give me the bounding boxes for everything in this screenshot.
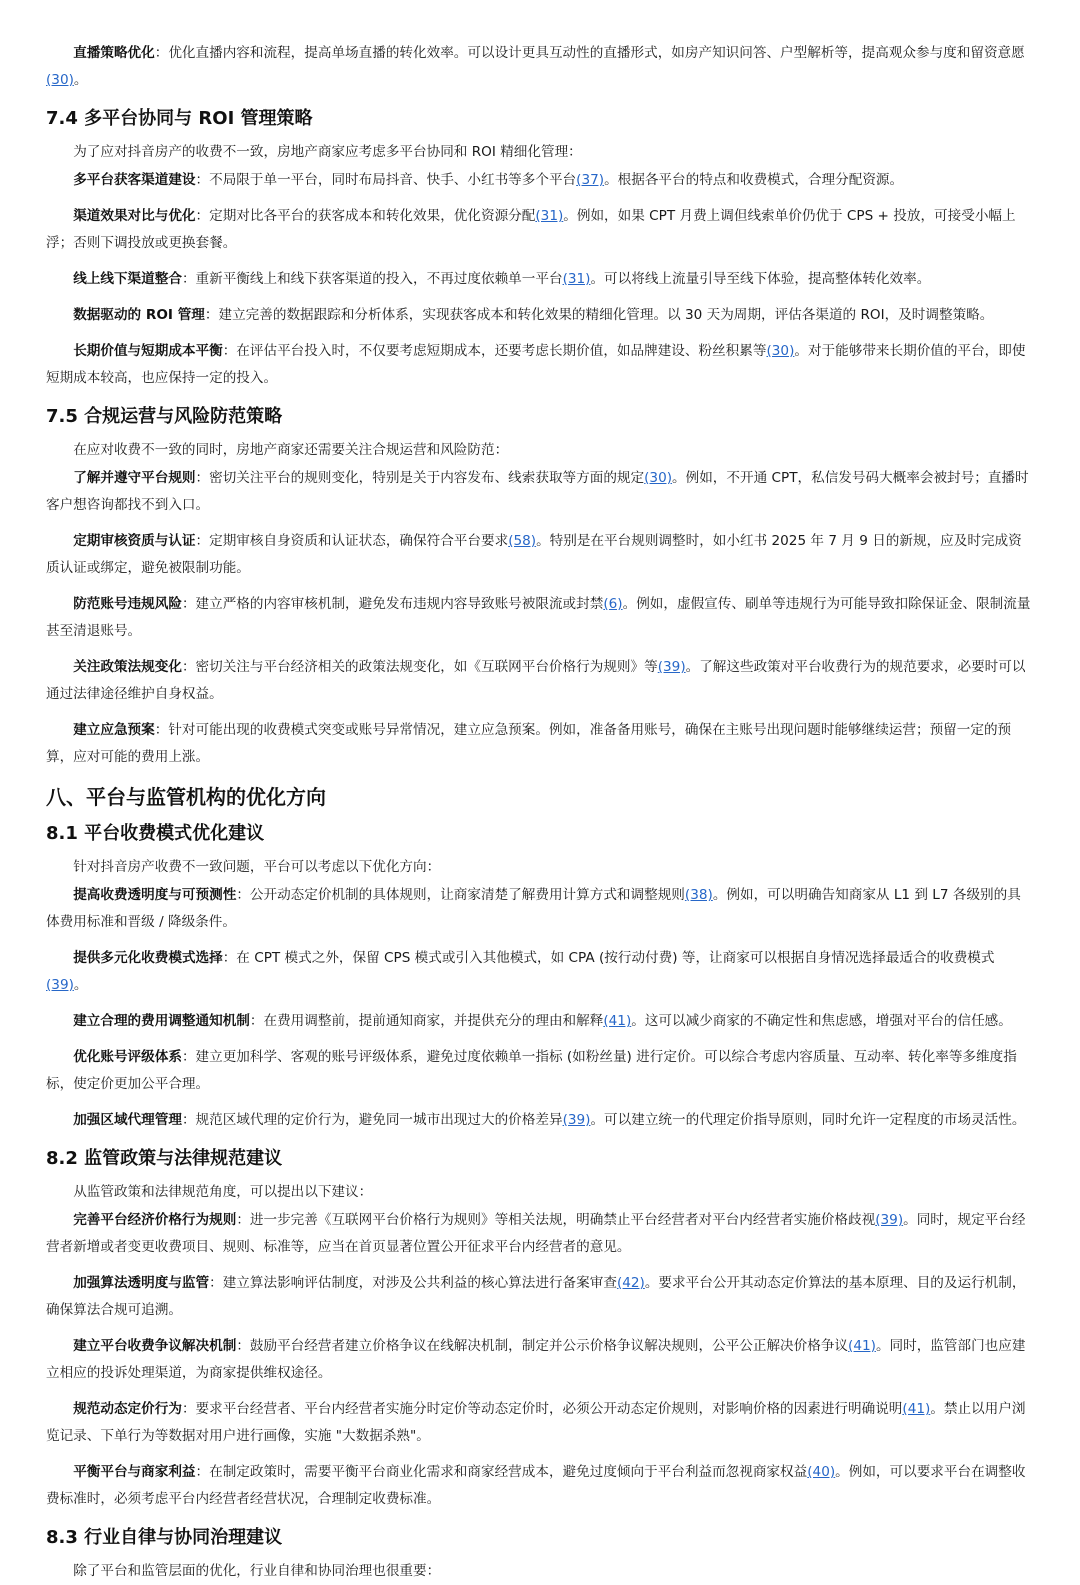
paragraph-notice-mechanism — [46, 1008, 1034, 1035]
paragraph-text: ：定期对比各平台的获客成本和转化效果，优化资源分配 — [195, 208, 536, 224]
paragraph-multi-platform — [46, 167, 1034, 194]
citation-link[interactable]: (39) — [562, 1112, 591, 1128]
paragraph-price-rules — [46, 1207, 1034, 1261]
paragraph-lead: 提高收费透明度与可预测性 — [73, 887, 237, 903]
citation-link[interactable]: (6) — [603, 596, 623, 612]
paragraph-intro — [46, 854, 1034, 881]
paragraph-tail: 。 — [73, 72, 88, 88]
paragraph-lead: 线上线下渠道整合 — [73, 271, 182, 287]
paragraph-text: ：公开动态定价机制的具体规则，让商家清楚了解费用计算方式和调整规则 — [236, 887, 685, 903]
section-heading-8-1: 8.1 平台收费模式优化建议 — [46, 823, 265, 844]
paragraph-text: ：进一步完善《互联网平台价格行为规则》等相关法规，明确禁止平台经营者对平台内经营者实施价格歧视 — [236, 1212, 876, 1228]
paragraph-text: ：建立完善的数据跟踪和分析体系，实现获客成本和转化效果的精细化管理。以 30 天为周期，评估各渠道的 ROI，及时调整策略。 — [204, 307, 994, 323]
paragraph-livestream-strategy — [46, 40, 1034, 94]
paragraph-lead: 长期价值与短期成本平衡 — [73, 343, 223, 359]
paragraph-lead: 数据驱动的 ROI 管理 — [73, 307, 205, 323]
paragraph-long-term-value — [46, 338, 1034, 392]
paragraph-text: ：密切关注平台的规则变化，特别是关于内容发布、线索获取等方面的规定 — [195, 470, 645, 486]
paragraph-tail: 。根据各平台的特点和收费模式，合理分配资源。 — [604, 172, 904, 188]
paragraph-lead: 平衡平台与商家利益 — [73, 1464, 196, 1480]
paragraph-tail: 。例如，虚假宣传、刷单等违规行为可能导致扣除保证金、限制流量甚至清退账号。 — [46, 596, 1031, 639]
paragraph-text: ：建立算法影响评估制度，对涉及公共利益的核心算法进行备案审查 — [209, 1275, 617, 1291]
paragraph-text: ：不局限于单一平台，同时布局抖音、快手、小红书等多个平台 — [195, 172, 577, 188]
paragraph-lead: 规范动态定价行为 — [73, 1401, 182, 1417]
paragraph-tail: 。例如，可以明确告知商家从 L1 到 L7 各级别的具体费用标准和晋级 / 降级条件。 — [46, 887, 1021, 930]
paragraph-channel-comparison — [46, 203, 1034, 257]
paragraph-text: ：在费用调整前，提前通知商家，并提供充分的理由和解释 — [249, 1013, 604, 1029]
paragraph-lead: 建立应急预案 — [73, 722, 155, 738]
paragraph-dynamic-pricing — [46, 1396, 1034, 1450]
paragraph-algorithm-transparency — [46, 1270, 1034, 1324]
paragraph-lead: 完善平台经济价格行为规则 — [73, 1212, 237, 1228]
paragraph-lead: 渠道效果对比与优化 — [73, 208, 196, 224]
paragraph-fee-transparency — [46, 882, 1034, 936]
paragraph-balance-interests — [46, 1459, 1034, 1513]
paragraph-intro — [46, 139, 1034, 166]
section-heading-8-3: 8.3 行业自律与协同治理建议 — [46, 1527, 283, 1548]
paragraph-diverse-models — [46, 945, 1034, 999]
paragraph-lead: 关注政策法规变化 — [73, 659, 182, 675]
paragraph-text: ：在制定政策时，需要平衡平台商业化需求和商家经营成本，避免过度倾向于平台利益而忽视商家权益 — [195, 1464, 808, 1480]
citation-link[interactable]: (58) — [508, 533, 537, 549]
paragraph-text: ：定期审核自身资质和认证状态，确保符合平台要求 — [195, 533, 509, 549]
paragraph-lead: 加强区域代理管理 — [73, 1112, 182, 1128]
citation-link[interactable]: (30) — [644, 470, 673, 486]
paragraph-text: ：鼓励平台经营者建立价格争议在线解决机制，制定并公示价格争议解决规则，公平公正解决价格争议 — [236, 1338, 849, 1354]
paragraph-lead: 防范账号违规风险 — [73, 596, 182, 612]
paragraph-lead: 多平台获客渠道建设 — [73, 172, 196, 188]
section-heading-7-4: 7.4 多平台协同与 ROI 管理策略 — [46, 108, 313, 129]
citation-link[interactable]: (40) — [807, 1464, 836, 1480]
citation-link[interactable]: (30) — [766, 343, 795, 359]
paragraph-online-offline — [46, 266, 1034, 293]
citation-link[interactable]: (31) — [535, 208, 564, 224]
paragraph-tail: 。了解这些政策对平台收费行为的规范要求，必要时可以通过法律途径维护自身权益。 — [46, 659, 1026, 702]
paragraph-lead: 建立合理的费用调整通知机制 — [73, 1013, 250, 1029]
paragraph-text: ：要求平台经营者、平台内经营者实施分时定价等动态定价时，必须公开动态定价规则，对影响价格的因素进行明确说明 — [181, 1401, 903, 1417]
paragraph-tail: 。可以建立统一的代理定价指导原则，同时允许一定程度的市场灵活性。 — [590, 1112, 1026, 1128]
paragraph-intro — [46, 1558, 1034, 1585]
paragraph-account-risk — [46, 591, 1034, 645]
citation-link[interactable]: (41) — [902, 1401, 931, 1417]
paragraph-text: ：重新平衡线上和线下获客渠道的投入，不再过度依赖单一平台 — [181, 271, 563, 287]
paragraph-intro — [46, 1179, 1034, 1206]
paragraph-roi-management — [46, 302, 1034, 329]
paragraph-policy-changes — [46, 654, 1034, 708]
paragraph-regional-agents — [46, 1107, 1034, 1134]
paragraph-lead: 建立平台收费争议解决机制 — [73, 1338, 237, 1354]
paragraph-tail: 。对于能够带来长期价值的平台，即使短期成本较高，也应保持一定的投入。 — [46, 343, 1026, 386]
chapter-heading-8: 八、平台与监管机构的优化方向 — [46, 785, 326, 809]
paragraph-text: ：在评估平台投入时，不仅要考虑短期成本，还要考虑长期价值，如品牌建设、粉丝积累等 — [222, 343, 767, 359]
paragraph-lead: 直播策略优化 — [73, 45, 155, 61]
paragraph-text: 针对抖音房产收费不一致问题，平台可以考虑以下优化方向： — [73, 859, 441, 875]
citation-link[interactable]: (42) — [616, 1275, 645, 1291]
paragraph-text: 为了应对抖音房产的收费不一致，房地产商家应考虑多平台协同和 ROI 精细化管理： — [73, 144, 582, 160]
citation-link[interactable]: (38) — [684, 887, 713, 903]
citation-link[interactable]: (39) — [657, 659, 686, 675]
paragraph-tail: 。这可以减少商家的不确定性和焦虑感，增强对平台的信任感。 — [631, 1013, 1012, 1029]
citation-link[interactable]: (39) — [46, 977, 74, 993]
paragraph-tail: 。禁止以用户浏览记录、下单行为等数据对用户进行画像，实施 "大数据杀熟"。 — [46, 1401, 1026, 1444]
paragraph-lead: 提供多元化收费模式选择 — [73, 950, 223, 966]
paragraph-dispute-resolution — [46, 1333, 1034, 1387]
paragraph-intro — [46, 437, 1034, 464]
paragraph-tail: 。例如，如果 CPT 月费上调但线索单价仍优于 CPS + 投放，可接受小幅上浮；否则下调投放或更换套餐。 — [46, 208, 1016, 251]
citation-link[interactable]: (41) — [603, 1013, 632, 1029]
citation-link[interactable]: (30) — [46, 72, 74, 88]
paragraph-text: ：密切关注与平台经济相关的政策法规变化，如《互联网平台价格行为规则》等 — [181, 659, 658, 675]
paragraph-tail: 。特别是在平台规则调整时，如小红书 2025 年 7 月 9 日的新规，应及时完成资质认证或绑定，避免被限制功能。 — [46, 533, 1022, 576]
paragraph-text: ：优化直播内容和流程，提高单场直播的转化效率。可以设计更具互动性的直播形式，如房产知识问答、户型解析等，提高观众参与度和留资意愿 — [154, 45, 1025, 61]
paragraph-emergency-plan — [46, 717, 1034, 771]
paragraph-platform-rules — [46, 465, 1034, 519]
paragraph-lead: 加强算法透明度与监管 — [73, 1275, 210, 1291]
paragraph-lead: 优化账号评级体系 — [73, 1049, 182, 1065]
paragraph-text: 除了平台和监管层面的优化，行业自律和协同治理也很重要： — [73, 1563, 441, 1579]
paragraph-qualification-review — [46, 528, 1034, 582]
paragraph-lead: 定期审核资质与认证 — [73, 533, 196, 549]
paragraph-rating-system — [46, 1044, 1034, 1098]
paragraph-text: ：建立更加科学、客观的账号评级体系，避免过度依赖单一指标 (如粉丝量) 进行定价。可以综合考虑内容质量、互动率、转化率等多维度指标，使定价更加公平合理。 — [46, 1049, 1017, 1092]
paragraph-text: ：建立严格的内容审核机制，避免发布违规内容导致账号被限流或封禁 — [181, 596, 604, 612]
paragraph-lead: 了解并遵守平台规则 — [73, 470, 196, 486]
citation-link[interactable]: (31) — [562, 271, 591, 287]
paragraph-tail: 。同时，监管部门也应建立相应的投诉处理渠道，为商家提供维权途径。 — [46, 1338, 1026, 1381]
paragraph-tail: 。例如，不开通 CPT，私信发号码大概率会被封号；直播时客户想咨询都找不到入口。 — [46, 470, 1029, 513]
citation-link[interactable]: (39) — [875, 1212, 904, 1228]
paragraph-tail: 。例如，可以要求平台在调整收费标准时，必须考虑平台内经营者经营状况，合理制定收费标准。 — [46, 1464, 1026, 1507]
paragraph-text: 在应对收费不一致的同时，房地产商家还需要关注合规运营和风险防范： — [73, 442, 509, 458]
paragraph-tail: 。同时，规定平台经营者新增或者变更收费项目、规则、标准等，应当在首页显著位置公开征求平台内经营者的意见。 — [46, 1212, 1026, 1255]
citation-link[interactable]: (37) — [576, 172, 605, 188]
paragraph-text: ：规范区域代理的定价行为，避免同一城市出现过大的价格差异 — [181, 1112, 563, 1128]
section-heading-8-2: 8.2 监管政策与法律规范建议 — [46, 1148, 283, 1169]
paragraph-text: ：在 CPT 模式之外，保留 CPS 模式或引入其他模式，如 CPA (按行动付费) 等，让商家可以根据自身情况选择最适合的收费模式 — [222, 950, 995, 966]
paragraph-text: 从监管政策和法律规范角度，可以提出以下建议： — [73, 1184, 373, 1200]
paragraph-tail: 。要求平台公开其动态定价算法的基本原理、目的及运行机制，确保算法合规可追溯。 — [46, 1275, 1026, 1318]
citation-link[interactable]: (41) — [848, 1338, 876, 1354]
section-heading-7-5: 7.5 合规运营与风险防范策略 — [46, 406, 283, 427]
paragraph-text: ：针对可能出现的收费模式突变或账号异常情况，建立应急预案。例如，准备备用账号，确保在主账号出现问题时能够继续运营；预留一定的预算，应对可能的费用上涨。 — [46, 722, 1012, 765]
paragraph-tail: 。可以将线上流量引导至线下体验，提高整体转化效率。 — [590, 271, 931, 287]
paragraph-tail: 。 — [73, 977, 88, 993]
